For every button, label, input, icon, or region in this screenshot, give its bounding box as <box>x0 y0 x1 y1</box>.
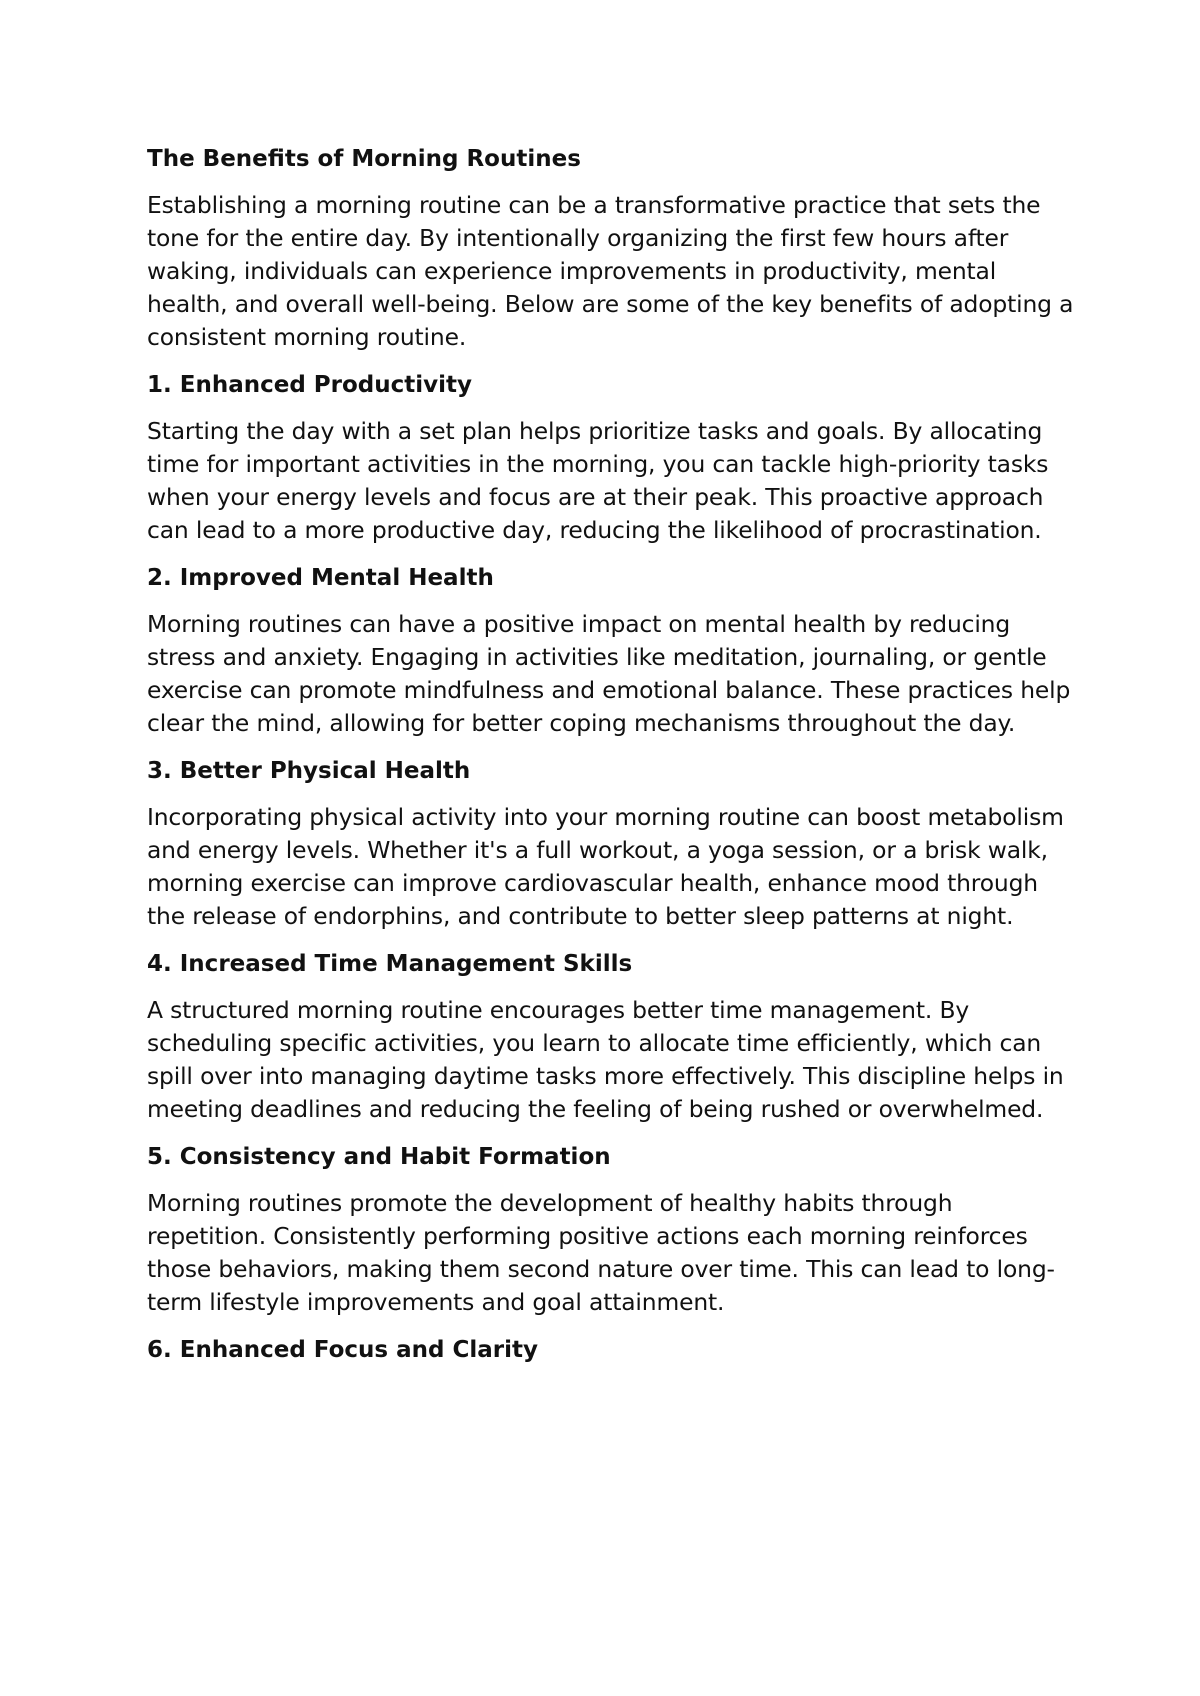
section-body-enhanced-productivity: Starting the day with a set plan helps prioritize tasks and goals. By allocating time for important activities in the morning, you can tackle high-priority tasks when your energy levels and focus are at their peak. This proactive approach can lead to a more productive day, reducing the likelihood of procrastination. <box>147 417 1049 544</box>
section-body-habit-formation: Morning routines promote the development of healthy habits through repetition. Consistently performing positive actions each morning reinforces those behaviors, making them second nature over time. This can lead to long-term lifestyle improvements and goal attainment. <box>147 1189 1055 1316</box>
document-page <box>147 142 1077 1380</box>
section-heading-better-physical-health: 3. Better Physical Health <box>147 758 471 784</box>
section-heading-enhanced-productivity: 1. Enhanced Productivity <box>147 372 473 398</box>
intro-paragraph: Establishing a morning routine can be a transformative practice that sets the tone for the entire day. By intentionally organizing the first few hours after waking, individuals can experience improvements in productivity, mental health, and overall well-being. Below are some of the key benefits of adopting a consistent morning routine. <box>147 191 1074 351</box>
section-heading-time-management: 4. Increased Time Management Skills <box>147 951 633 977</box>
section-heading-habit-formation: 5. Consistency and Habit Formation <box>147 1144 611 1170</box>
section-heading-improved-mental-health: 2. Improved Mental Health <box>147 565 494 591</box>
section-body-time-management: A structured morning routine encourages better time management. By scheduling specific activities, you learn to allocate time efficiently, which can spill over into managing daytime tasks more effectively. This discipline helps in meeting deadlines and reducing the feeling of being rushed or overwhelmed. <box>147 996 1064 1123</box>
section-body-better-physical-health: Incorporating physical activity into your morning routine can boost metabolism and energy levels. Whether it's a full workout, a yoga session, or a brisk walk, morning exercise can improve cardiovascular health, enhance mood through the release of endorphins, and contribute to better sleep patterns at night. <box>147 803 1064 930</box>
document-title: The Benefits of Morning Routines <box>147 146 581 172</box>
section-body-improved-mental-health: Morning routines can have a positive impact on mental health by reducing stress and anxiety. Engaging in activities like meditation, journaling, or gentle exercise can promote mindfulness and emotional balance. These practices help clear the mind, allowing for better coping mechanisms throughout the day. <box>147 610 1071 737</box>
section-heading-focus-clarity: 6. Enhanced Focus and Clarity <box>147 1337 538 1363</box>
